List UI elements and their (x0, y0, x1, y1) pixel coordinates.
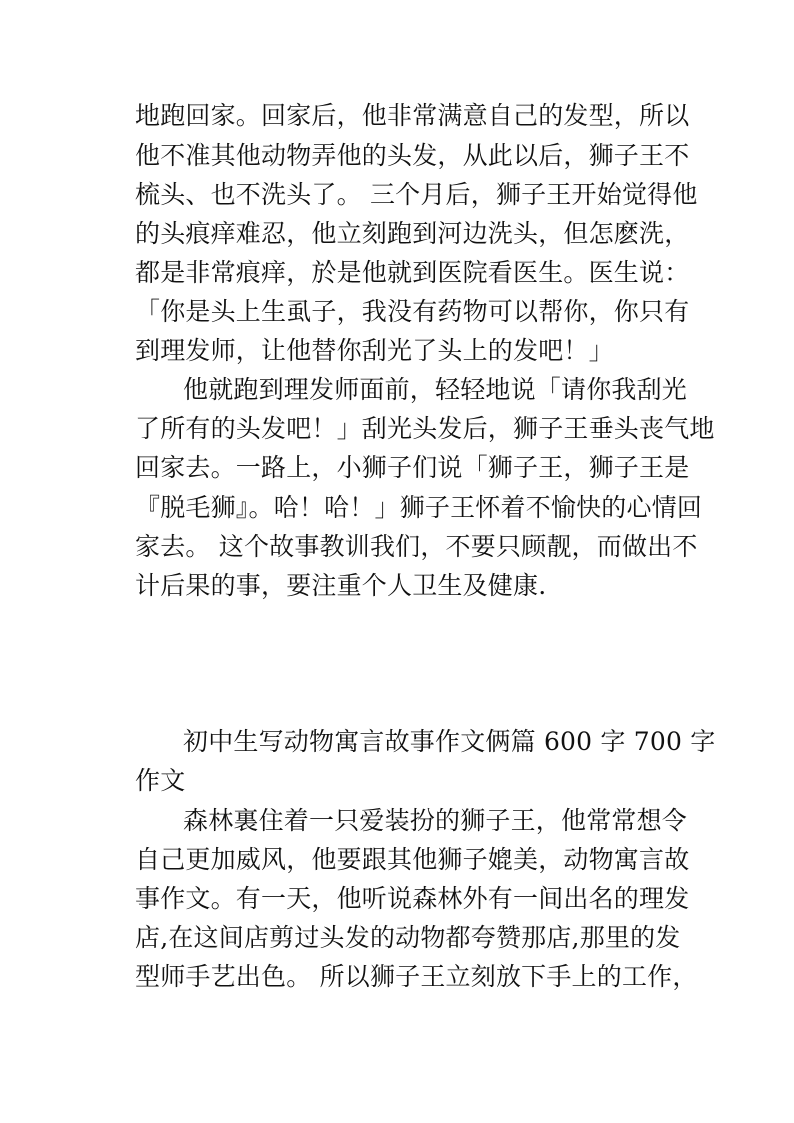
text-line: 家去。 这个故事教训我们，不要只顾靓，而做出不 (135, 532, 698, 561)
text-line: 他不准其他动物弄他的头发，从此以后，狮子王不 (135, 141, 690, 170)
article-title-continued: 作文 (135, 766, 186, 795)
text-line: 的头痕痒难忍，他立刻跑到河边洗头，但怎麽洗， (135, 219, 690, 248)
text-line: 都是非常痕痒，於是他就到医院看医生。医生说： (135, 258, 690, 287)
text-line: 计后果的事，要注重个人卫生及健康. (135, 571, 547, 600)
text-line: 回家去。一路上，小狮子们说「狮子王，狮子王是 (135, 453, 690, 482)
paragraph-first-line: 他就跑到理发师面前，轻轻地说「请你我刮光 (183, 375, 688, 404)
paragraph-first-line: 森林裏住着一只爱装扮的狮子王，他常常想令 (183, 806, 688, 835)
text-line: 型师手艺出色。 所以狮子王立刻放下手上的工作， (135, 962, 698, 991)
text-line: 地跑回家。回家后，他非常满意自己的发型，所以 (135, 101, 690, 130)
text-line: 到理发师，让他替你刮光了头上的发吧！」 (135, 336, 614, 365)
text-line: 了所有的头发吧！」刮光头发后，狮子王垂头丧气地 (135, 414, 715, 443)
text-line: 店,在这间店剪过头发的动物都夸赞那店,那里的发 (135, 923, 681, 952)
article-title: 初中生写动物寓言故事作文俩篇 600 字 700 字 (183, 727, 716, 756)
text-line: 自己更加威风，他要跟其他狮子媲美，动物寓言故 (135, 845, 690, 874)
text-line: 『脱毛狮』。哈！哈！」狮子王怀着不愉快的心情回 (135, 493, 703, 522)
text-line: 事作文。有一天，他听说森林外有一间出名的理发 (135, 884, 690, 913)
text-line: 「你是头上生虱子，我没有药物可以帮你，你只有 (135, 297, 690, 326)
text-line: 梳头、也不洗头了。 三个月后，狮子王开始觉得他 (135, 180, 698, 209)
